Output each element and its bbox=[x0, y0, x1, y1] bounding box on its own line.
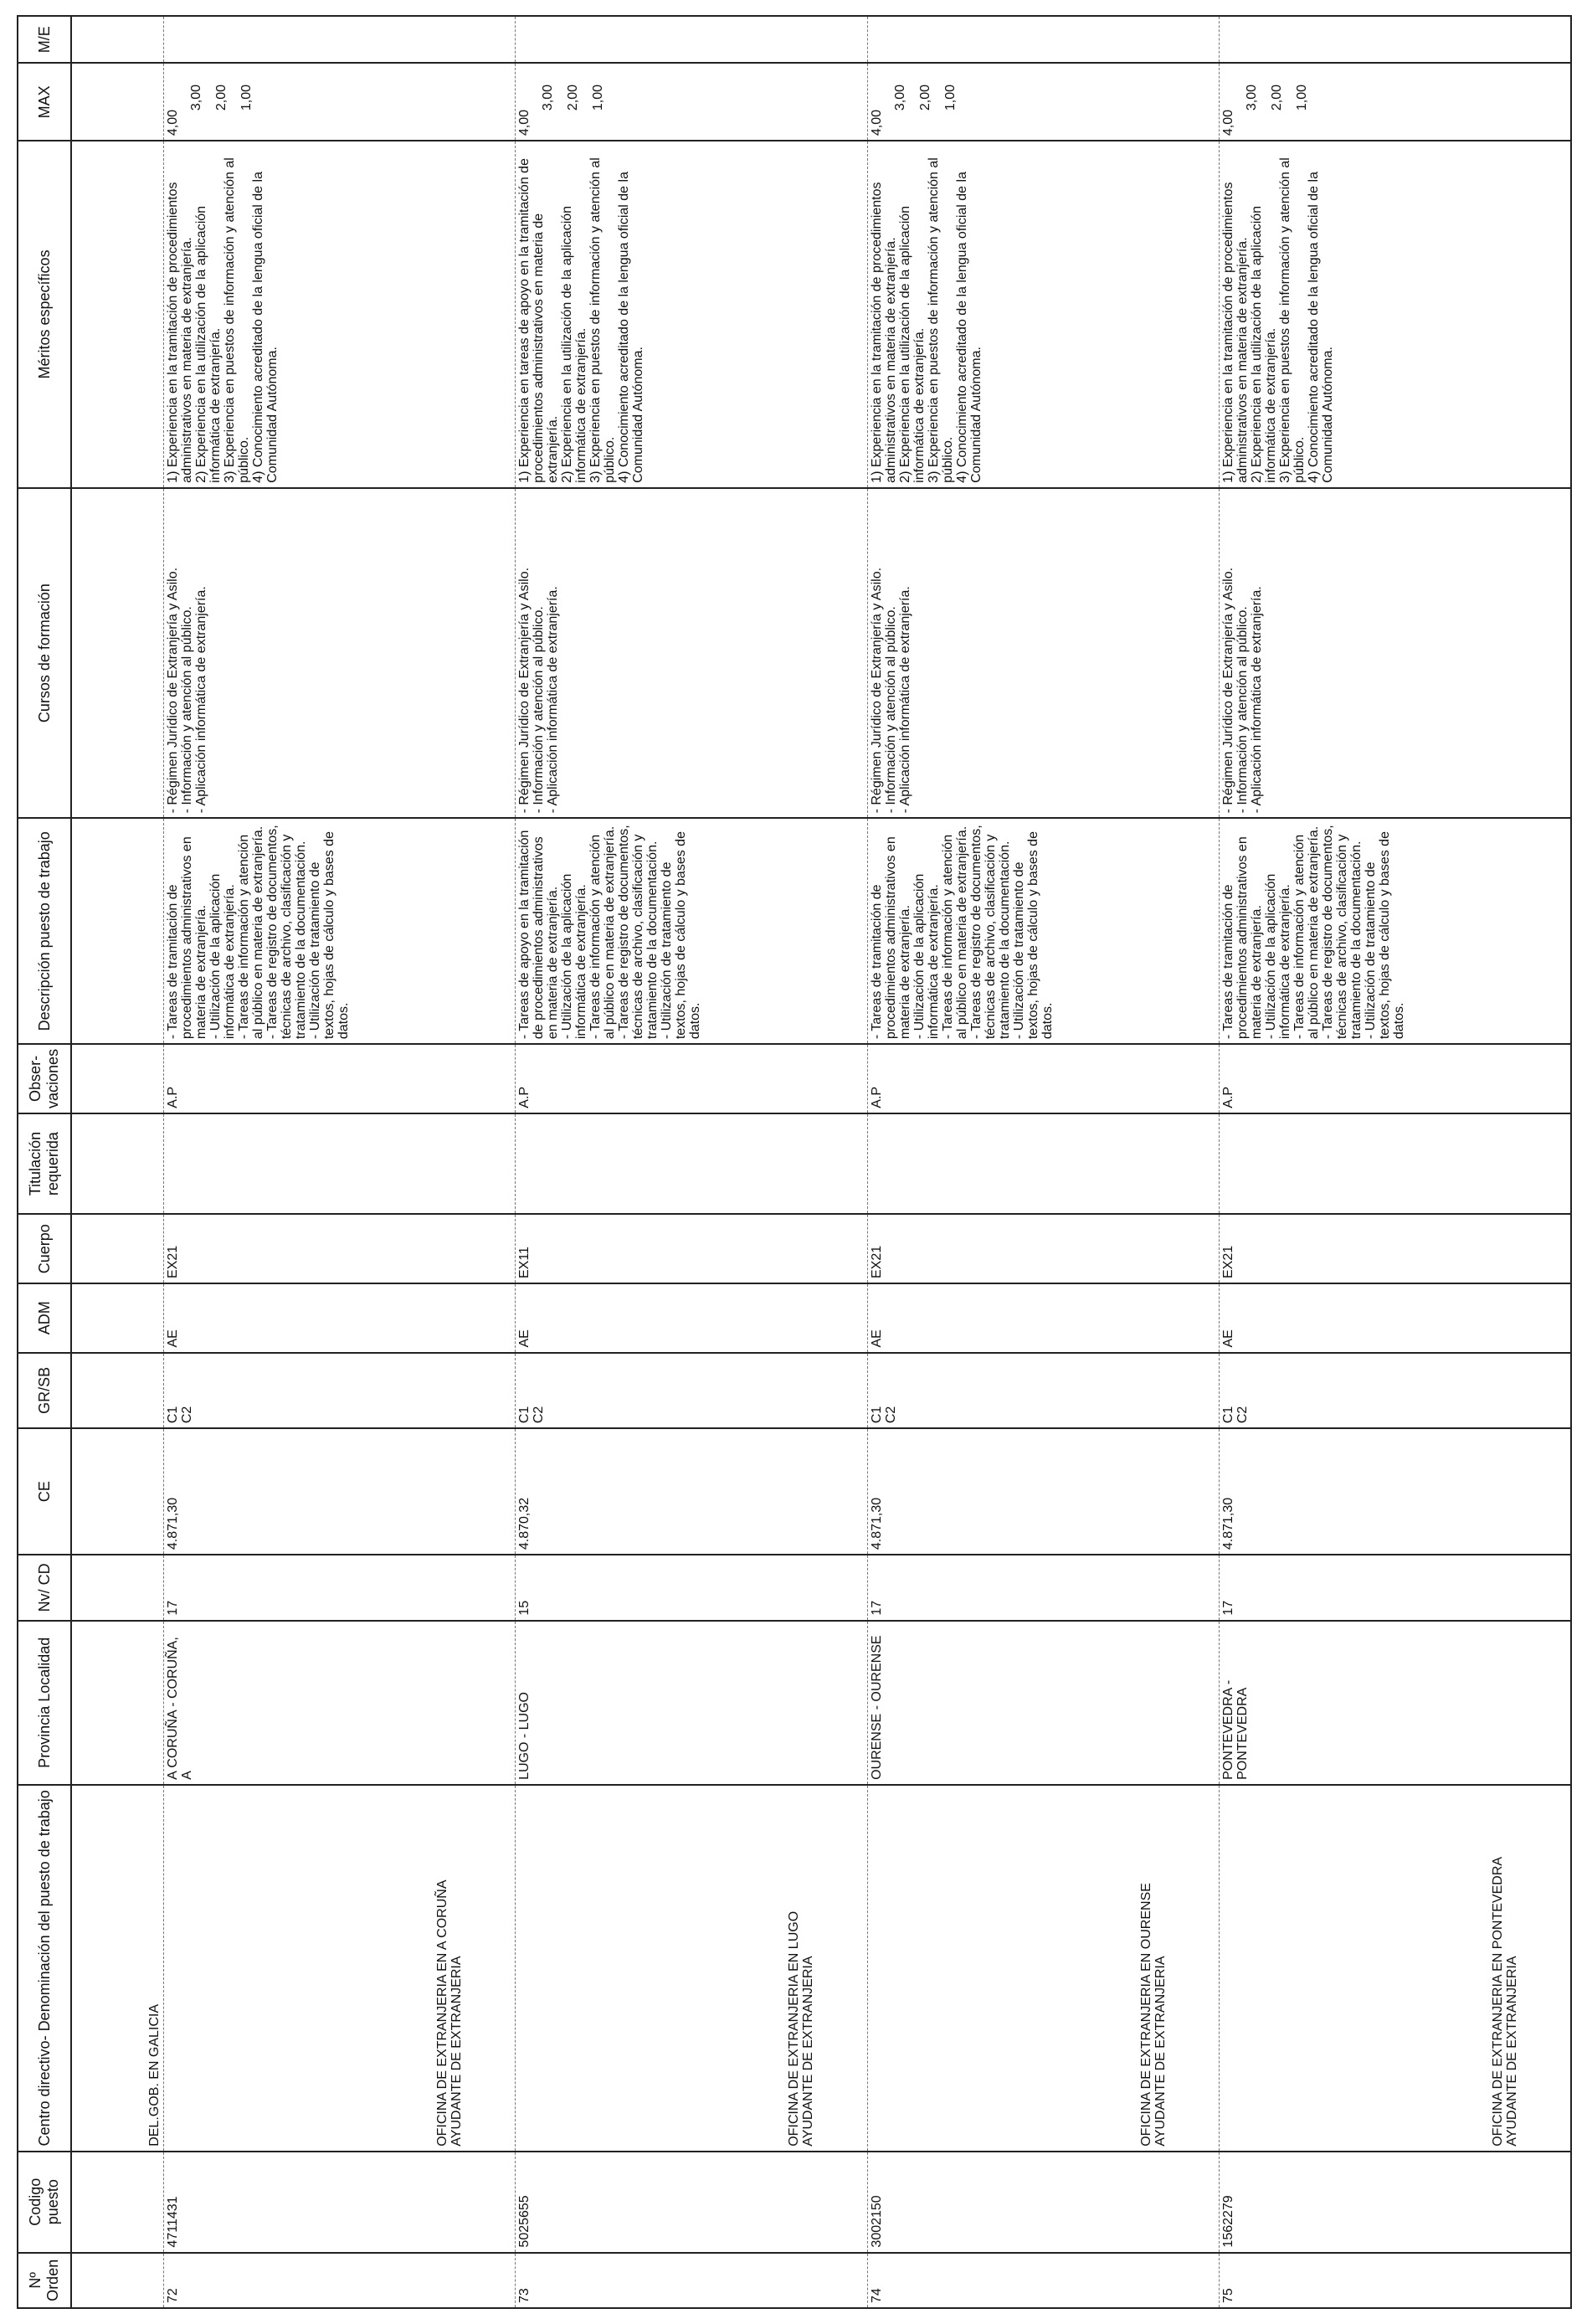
position-name: AYUDANTE DE EXTRANJERIA bbox=[801, 1956, 816, 2147]
max-value-3: 2,00 bbox=[1269, 84, 1284, 111]
gr-cell: C1 C2 bbox=[867, 1353, 1219, 1429]
max-cell bbox=[1219, 64, 1571, 141]
meritos-cell: 1) Experiencia en la tramitación de procedimientos administrativos en materia de extranjería. 2) Experiencia en la utilización de la aplicación informática de extranjería. 3) Experiencia en puestos de información y atención al público. 4) Conocimiento acreditado de la lengua oficial de la Comunidad Autónoma. bbox=[1219, 141, 1571, 488]
observ-cell: A.P bbox=[1219, 1044, 1571, 1113]
adm-cell: AE bbox=[516, 1283, 867, 1353]
descripcion-cell: - Tareas de apoyo en la tramitación de procedimientos administrativos en materia de extranjería. - Utilización de la aplicación informática de extranjería. - Tareas de información y atención al público en materia de extranjería. - Tareas de registro de documentos, técnicas de archivo, clasificación y tratamiento de la documentación. - Utilización de tratamiento de textos, hojas de cálculo y bases de datos. bbox=[516, 818, 867, 1044]
max-value-2: 3,00 bbox=[189, 84, 204, 111]
group-title: DEL.GOB. EN GALICIA bbox=[112, 1785, 164, 2152]
ce-cell: 4.871,30 bbox=[164, 1428, 516, 1555]
header-cursos: Cursos de formación bbox=[18, 488, 71, 819]
position-name: AYUDANTE DE EXTRANJERIA bbox=[1153, 1956, 1168, 2147]
header-nv: Nv/ CD bbox=[18, 1555, 71, 1621]
positions-table bbox=[17, 15, 1572, 2309]
header-codigo: Codigo puesto bbox=[18, 2152, 71, 2253]
header-titulacion: Titulación requerida bbox=[18, 1113, 71, 1215]
max-value-1: 4,00 bbox=[166, 109, 181, 136]
meritos-cell: 1) Experiencia en tareas de apoyo en la tramitación de procedimientos administrativos en materia de extranjería. 2) Experiencia en la utilización de la aplicación informática de extranjería. 3) Experiencia en puestos de información y atención al público. 4) Conocimiento acreditado de la lengua oficial de la Comunidad Autónoma. bbox=[516, 141, 867, 488]
position-name: AYUDANTE DE EXTRANJERIA bbox=[449, 1956, 465, 2147]
gr-cell: C1 C2 bbox=[516, 1353, 867, 1429]
org-name: OFICINA DE EXTRANJERIA EN PONTEVEDRA bbox=[1490, 1856, 1505, 2147]
max-value-4: 1,00 bbox=[239, 84, 254, 111]
header-cuerpo: Cuerpo bbox=[18, 1214, 71, 1283]
max-value-1: 4,00 bbox=[1220, 109, 1235, 136]
header-descripcion: Descripción puesto de trabajo bbox=[18, 818, 71, 1044]
provincia-cell: OURENSE - OURENSE bbox=[867, 1621, 1219, 1785]
descripcion-cell: - Tareas de tramitación de procedimientos administrativos en materia de extranjería. - Utilización de la aplicación informática de extranjería. - Tareas de información y atención al público en materia de extranjería. - Tareas de registro de documentos, técnicas de archivo, clasificación y tratamiento de la documentación. - Utilización de tratamiento de textos, hojas de cálculo y bases de datos. bbox=[164, 818, 516, 1044]
orden-cell: 75 bbox=[1219, 2253, 1571, 2308]
cursos-cell: - Régimen Jurídico de Extranjería y Asilo. - Información y atención al público. - Aplicación informática de extranjería. bbox=[867, 488, 1219, 819]
org-name: OFICINA DE EXTRANJERIA EN OURENSE bbox=[1138, 1883, 1153, 2147]
header-centro: Centro directivo- Denominación del puesto de trabajo bbox=[18, 1785, 71, 2152]
centro-cell bbox=[164, 1785, 516, 2152]
nv-cell: 17 bbox=[867, 1555, 1219, 1621]
me-cell bbox=[516, 16, 867, 64]
max-value-3: 2,00 bbox=[214, 84, 229, 111]
cuerpo-cell: EX21 bbox=[867, 1214, 1219, 1283]
titulacion-cell bbox=[164, 1113, 516, 1215]
codigo-cell: 3002150 bbox=[867, 2152, 1219, 2253]
ce-cell: 4.870,32 bbox=[516, 1428, 867, 1555]
titulacion-cell bbox=[516, 1113, 867, 1215]
ce-cell: 4.871,30 bbox=[867, 1428, 1219, 1555]
max-value-4: 1,00 bbox=[942, 84, 958, 111]
me-cell bbox=[867, 16, 1219, 64]
max-value-1: 4,00 bbox=[517, 109, 532, 136]
codigo-cell: 1562279 bbox=[1219, 2152, 1571, 2253]
codigo-cell: 5025655 bbox=[516, 2152, 867, 2253]
spacer-row bbox=[71, 16, 112, 2308]
orden-cell: 72 bbox=[164, 2253, 516, 2308]
table-row bbox=[164, 16, 516, 2308]
centro-cell bbox=[867, 1785, 1219, 2152]
orden-cell: 74 bbox=[867, 2253, 1219, 2308]
max-cell bbox=[867, 64, 1219, 141]
org-name: OFICINA DE EXTRANJERIA EN A CORUÑA bbox=[435, 1879, 450, 2147]
adm-cell: AE bbox=[867, 1283, 1219, 1353]
titulacion-cell bbox=[1219, 1113, 1571, 1215]
cuerpo-cell: EX11 bbox=[516, 1214, 867, 1283]
codigo-cell: 4711431 bbox=[164, 2152, 516, 2253]
descripcion-cell: - Tareas de tramitación de procedimientos administrativos en materia de extranjería. - Utilización de la aplicación informática de extranjería. - Tareas de información y atención al público en materia de extranjería. - Tareas de registro de documentos, técnicas de archivo, clasificación y tratamiento de la documentación. - Utilización de tratamiento de textos, hojas de cálculo y bases de datos. bbox=[867, 818, 1219, 1044]
meritos-cell: 1) Experiencia en la tramitación de procedimientos administrativos en materia de extranjería. 2) Experiencia en la utilización de la aplicación informática de extranjería. 3) Experiencia en puestos de información y atención al público. 4) Conocimiento acreditado de la lengua oficial de la Comunidad Autónoma. bbox=[867, 141, 1219, 488]
adm-cell: AE bbox=[164, 1283, 516, 1353]
nv-cell: 17 bbox=[1219, 1555, 1571, 1621]
me-cell bbox=[1219, 16, 1571, 64]
max-value-2: 3,00 bbox=[892, 84, 907, 111]
max-value-1: 4,00 bbox=[869, 109, 884, 136]
header-row bbox=[18, 16, 71, 2308]
org-name: OFICINA DE EXTRANJERIA EN LUGO bbox=[787, 1910, 802, 2147]
table-row bbox=[867, 16, 1219, 2308]
header-adm: ADM bbox=[18, 1283, 71, 1353]
centro-cell bbox=[516, 1785, 867, 2152]
table-row bbox=[1219, 16, 1571, 2308]
max-value-3: 2,00 bbox=[917, 84, 932, 111]
observ-cell: A.P bbox=[164, 1044, 516, 1113]
header-max: MAX bbox=[18, 64, 71, 141]
header-ce: CE bbox=[18, 1428, 71, 1555]
meritos-cell: 1) Experiencia en la tramitación de procedimientos administrativos en materia de extranjería. 2) Experiencia en la utilización de la aplicación informática de extranjería. 3) Experiencia en puestos de información y atención al público. 4) Conocimiento acreditado de la lengua oficial de la Comunidad Autónoma. bbox=[164, 141, 516, 488]
header-observ: Obser- vaciones bbox=[18, 1044, 71, 1113]
cuerpo-cell: EX21 bbox=[1219, 1214, 1571, 1283]
max-value-4: 1,00 bbox=[1294, 84, 1309, 111]
cursos-cell: - Régimen Jurídico de Extranjería y Asilo. - Información y atención al público. - Aplicación informática de extranjería. bbox=[1219, 488, 1571, 819]
me-cell bbox=[164, 16, 516, 64]
max-value-2: 3,00 bbox=[541, 84, 556, 111]
gr-cell: C1 C2 bbox=[1219, 1353, 1571, 1429]
header-meritos: Méritos específicos bbox=[18, 141, 71, 488]
centro-cell bbox=[1219, 1785, 1571, 2152]
gr-cell: C1 C2 bbox=[164, 1353, 516, 1429]
nv-cell: 15 bbox=[516, 1555, 867, 1621]
max-value-4: 1,00 bbox=[591, 84, 606, 111]
max-cell bbox=[164, 64, 516, 141]
header-provincia: Provincia Localidad bbox=[18, 1621, 71, 1785]
header-gr: GR/SB bbox=[18, 1353, 71, 1429]
descripcion-cell: - Tareas de tramitación de procedimientos administrativos en materia de extranjería. - Utilización de la aplicación informática de extranjería. - Tareas de información y atención al público en materia de extranjería. - Tareas de registro de documentos, técnicas de archivo, clasificación y tratamiento de la documentación. - Utilización de tratamiento de textos, hojas de cálculo y bases de datos. bbox=[1219, 818, 1571, 1044]
position-name: AYUDANTE DE EXTRANJERIA bbox=[1504, 1956, 1519, 2147]
cuerpo-cell: EX21 bbox=[164, 1214, 516, 1283]
provincia-cell: LUGO - LUGO bbox=[516, 1621, 867, 1785]
header-me: M/E bbox=[18, 16, 71, 64]
adm-cell: AE bbox=[1219, 1283, 1571, 1353]
orden-cell: 73 bbox=[516, 2253, 867, 2308]
observ-cell: A.P bbox=[867, 1044, 1219, 1113]
max-value-3: 2,00 bbox=[566, 84, 581, 111]
cursos-cell: - Régimen Jurídico de Extranjería y Asilo. - Información y atención al público. - Aplicación informática de extranjería. bbox=[164, 488, 516, 819]
cursos-cell: - Régimen Jurídico de Extranjería y Asilo. - Información y atención al público. - Aplicación informática de extranjería. bbox=[516, 488, 867, 819]
provincia-cell: A CORUÑA - CORUÑA, A bbox=[164, 1621, 516, 1785]
nv-cell: 17 bbox=[164, 1555, 516, 1621]
max-value-2: 3,00 bbox=[1244, 84, 1259, 111]
group-row bbox=[112, 16, 164, 2308]
observ-cell: A.P bbox=[516, 1044, 867, 1113]
titulacion-cell bbox=[867, 1113, 1219, 1215]
ce-cell: 4.871,30 bbox=[1219, 1428, 1571, 1555]
header-orden: Nº Orden bbox=[18, 2253, 71, 2308]
max-cell bbox=[516, 64, 867, 141]
provincia-cell: PONTEVEDRA - PONTEVEDRA bbox=[1219, 1621, 1571, 1785]
table-row bbox=[516, 16, 867, 2308]
